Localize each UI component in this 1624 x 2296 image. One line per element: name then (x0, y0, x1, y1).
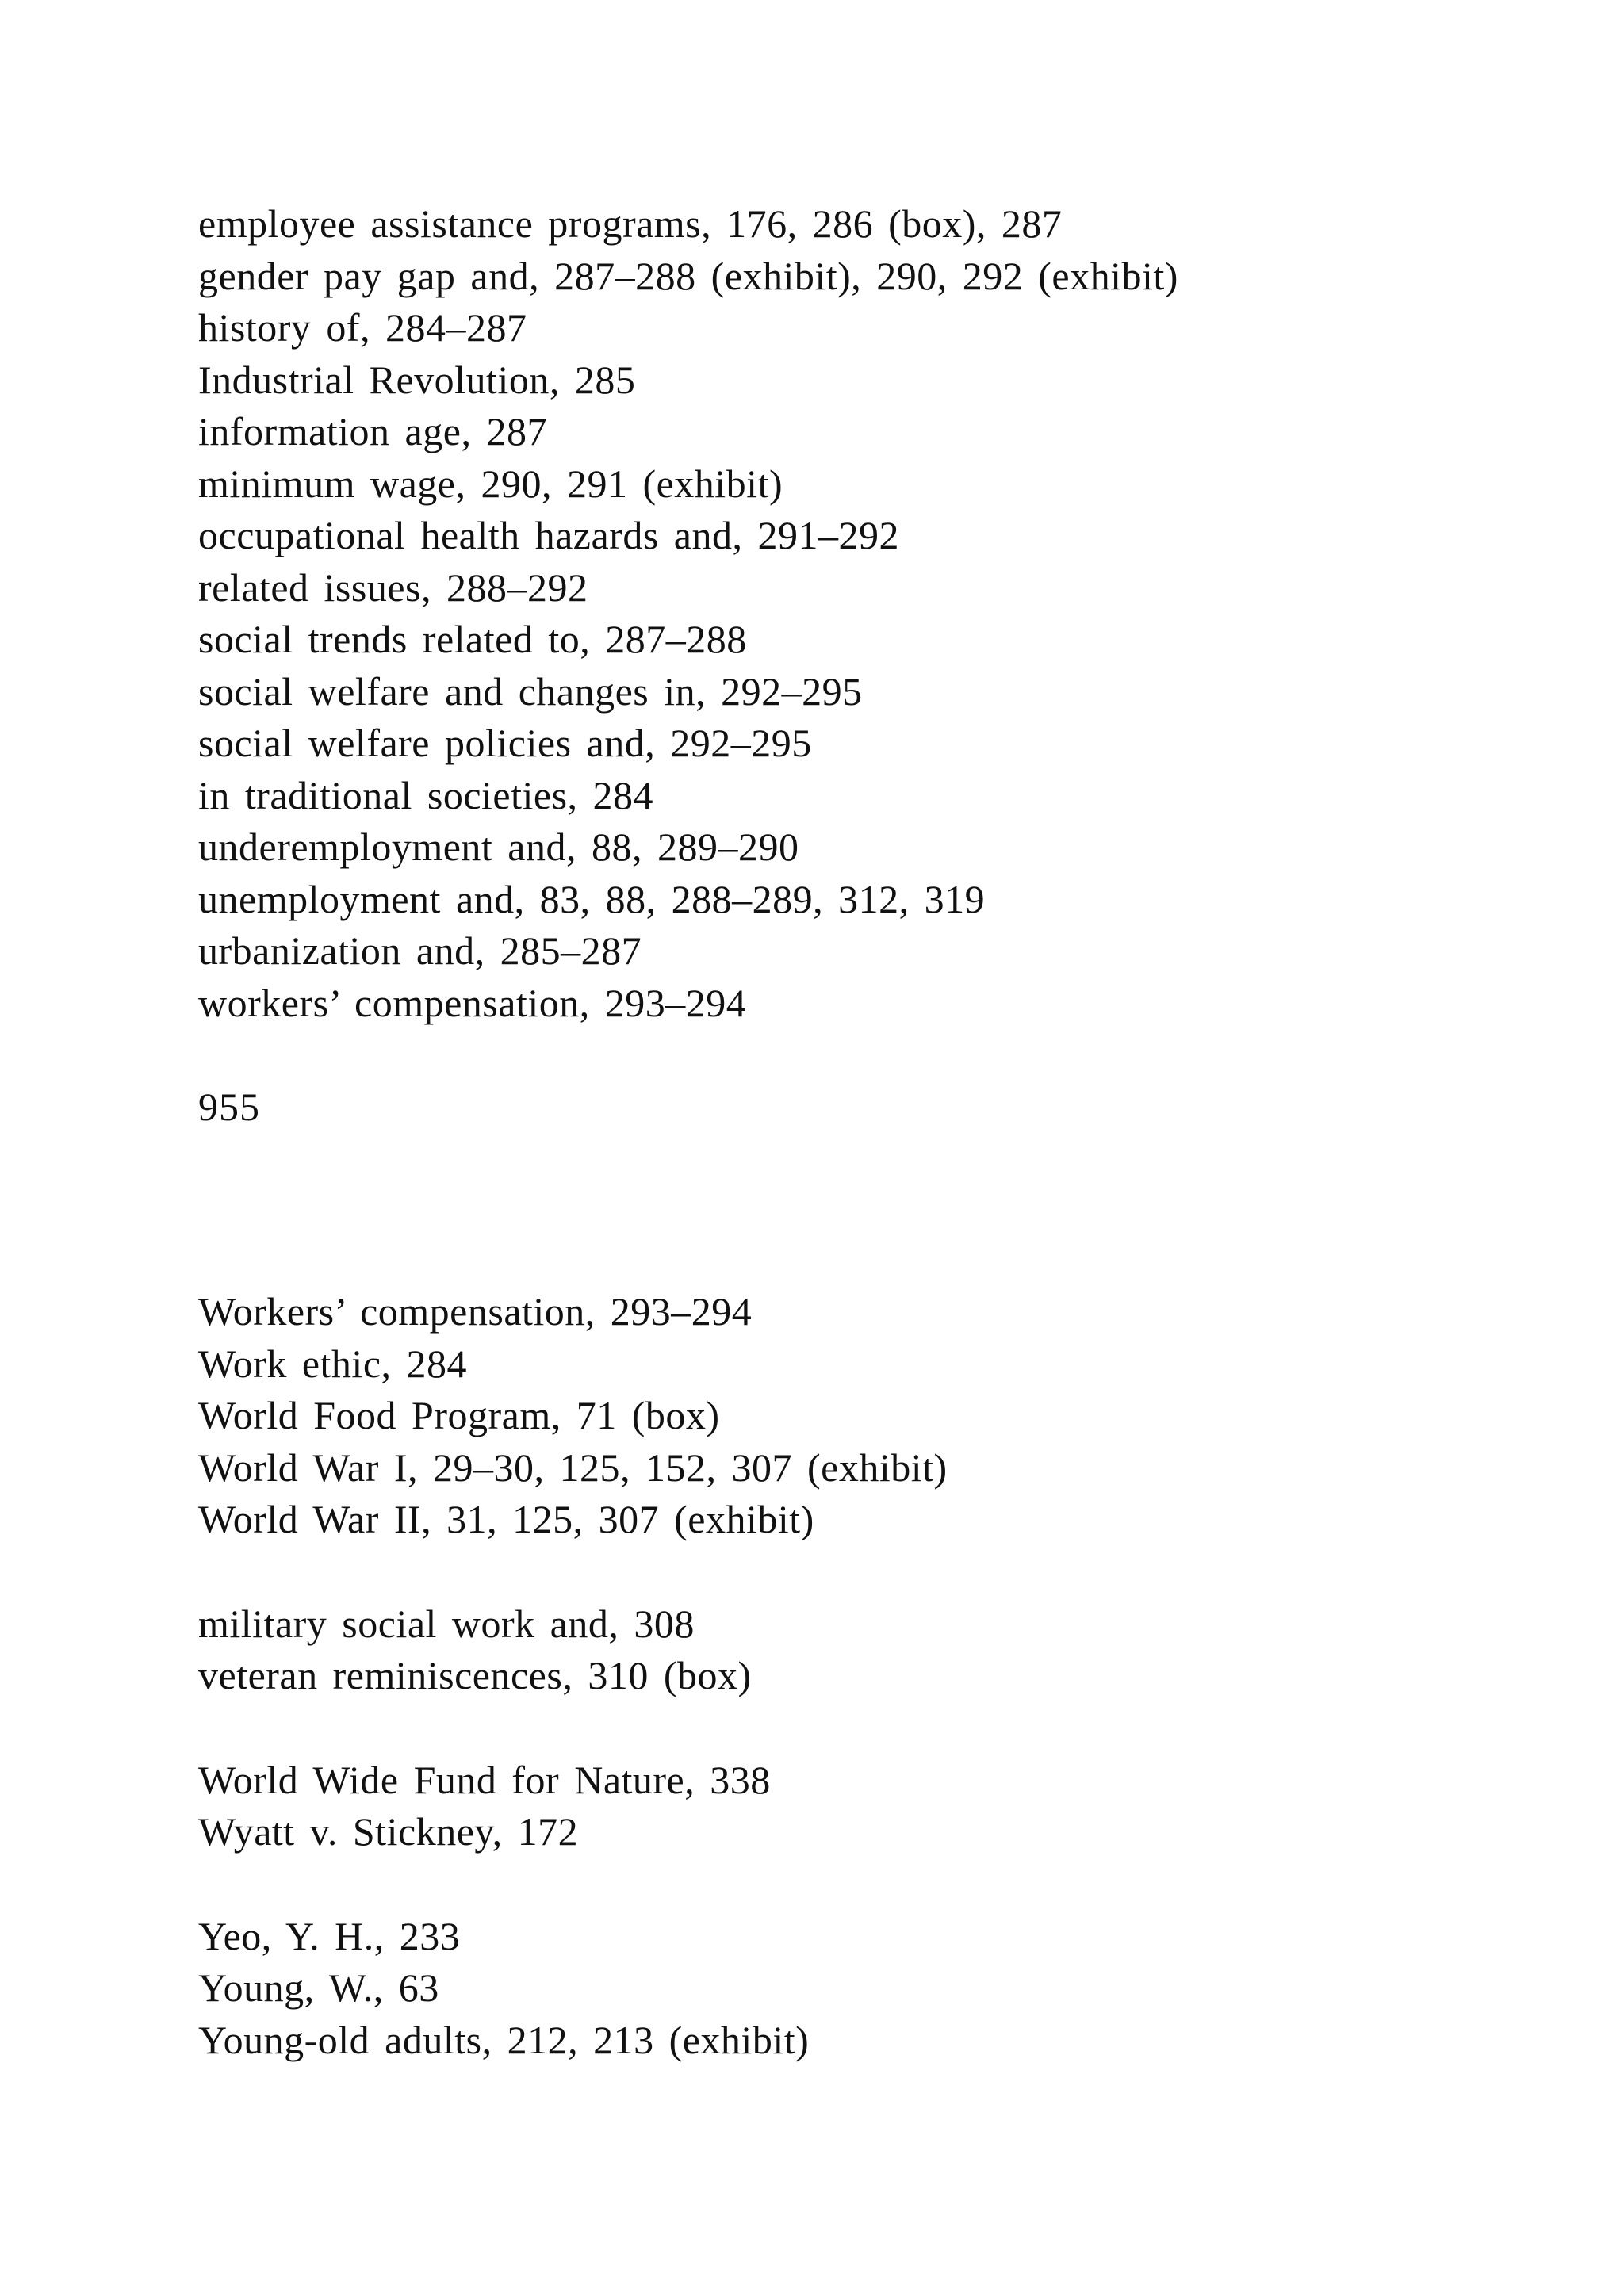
page-number: 955 (198, 1084, 260, 1129)
index-entry: Yeo, Y. H., 233 (198, 1913, 461, 1958)
index-entry: urbanization and, 285–287 (198, 928, 642, 973)
spacer (198, 1133, 1562, 1185)
index-entry: World War I, 29–30, 125, 152, 307 (exhibit) (198, 1445, 948, 1490)
index-entry: unemployment and, 83, 88, 288–289, 312, 319 (198, 876, 986, 921)
index-entry: minimum wage, 290, 291 (exhibit) (198, 461, 783, 506)
index-entry: gender pay gap and, 287–288 (exhibit), 290, 292 (exhibit) (198, 253, 1178, 298)
index-block-world-wyatt (198, 1755, 1562, 1858)
index-entry: social welfare and changes in, 292–295 (198, 668, 863, 714)
index-entry: Industrial Revolution, 285 (198, 357, 636, 402)
spacer (198, 1858, 1562, 1911)
index-block-work-subentries (198, 198, 1562, 1029)
index-entry: related issues, 288–292 (198, 564, 588, 610)
index-entry: in traditional societies, 284 (198, 772, 654, 817)
index-entry: Workers’ compensation, 293–294 (198, 1289, 753, 1334)
index-entry: information age, 287 (198, 409, 547, 453)
index-entry: Young, W., 63 (198, 1965, 439, 2010)
index-page (198, 198, 1562, 2066)
index-entry: history of, 284–287 (198, 305, 527, 350)
spacer (198, 1185, 1562, 1238)
index-entry: Work ethic, 284 (198, 1341, 468, 1386)
index-entry: Wyatt v. Stickney, 172 (198, 1809, 579, 1854)
spacer (198, 1702, 1562, 1755)
spacer (198, 1029, 1562, 1081)
index-entry: military social work and, 308 (198, 1601, 695, 1646)
index-block-y (198, 1911, 1562, 2067)
index-entry: social welfare policies and, 292–295 (198, 721, 812, 765)
index-block-workers-world (198, 1286, 1562, 1546)
spacer (198, 1546, 1562, 1598)
index-entry: World War II, 31, 125, 307 (exhibit) (198, 1497, 814, 1541)
spacer (198, 1237, 1562, 1286)
index-entry: occupational health hazards and, 291–292 (198, 513, 899, 557)
index-block-world-war-subentries (198, 1598, 1562, 1702)
index-entry: World Wide Fund for Nature, 338 (198, 1757, 771, 1802)
index-entry: World Food Program, 71 (box) (198, 1393, 720, 1437)
index-entry: Young-old adults, 212, 213 (exhibit) (198, 2017, 810, 2062)
index-entry: employee assistance programs, 176, 286 (box), 287 (198, 201, 1063, 246)
index-entry: social trends related to, 287–288 (198, 617, 747, 661)
index-entry: workers’ compensation, 293–294 (198, 980, 747, 1025)
index-entry: veteran reminiscences, 310 (box) (198, 1653, 752, 1697)
index-entry: underemployment and, 88, 289–290 (198, 825, 799, 869)
